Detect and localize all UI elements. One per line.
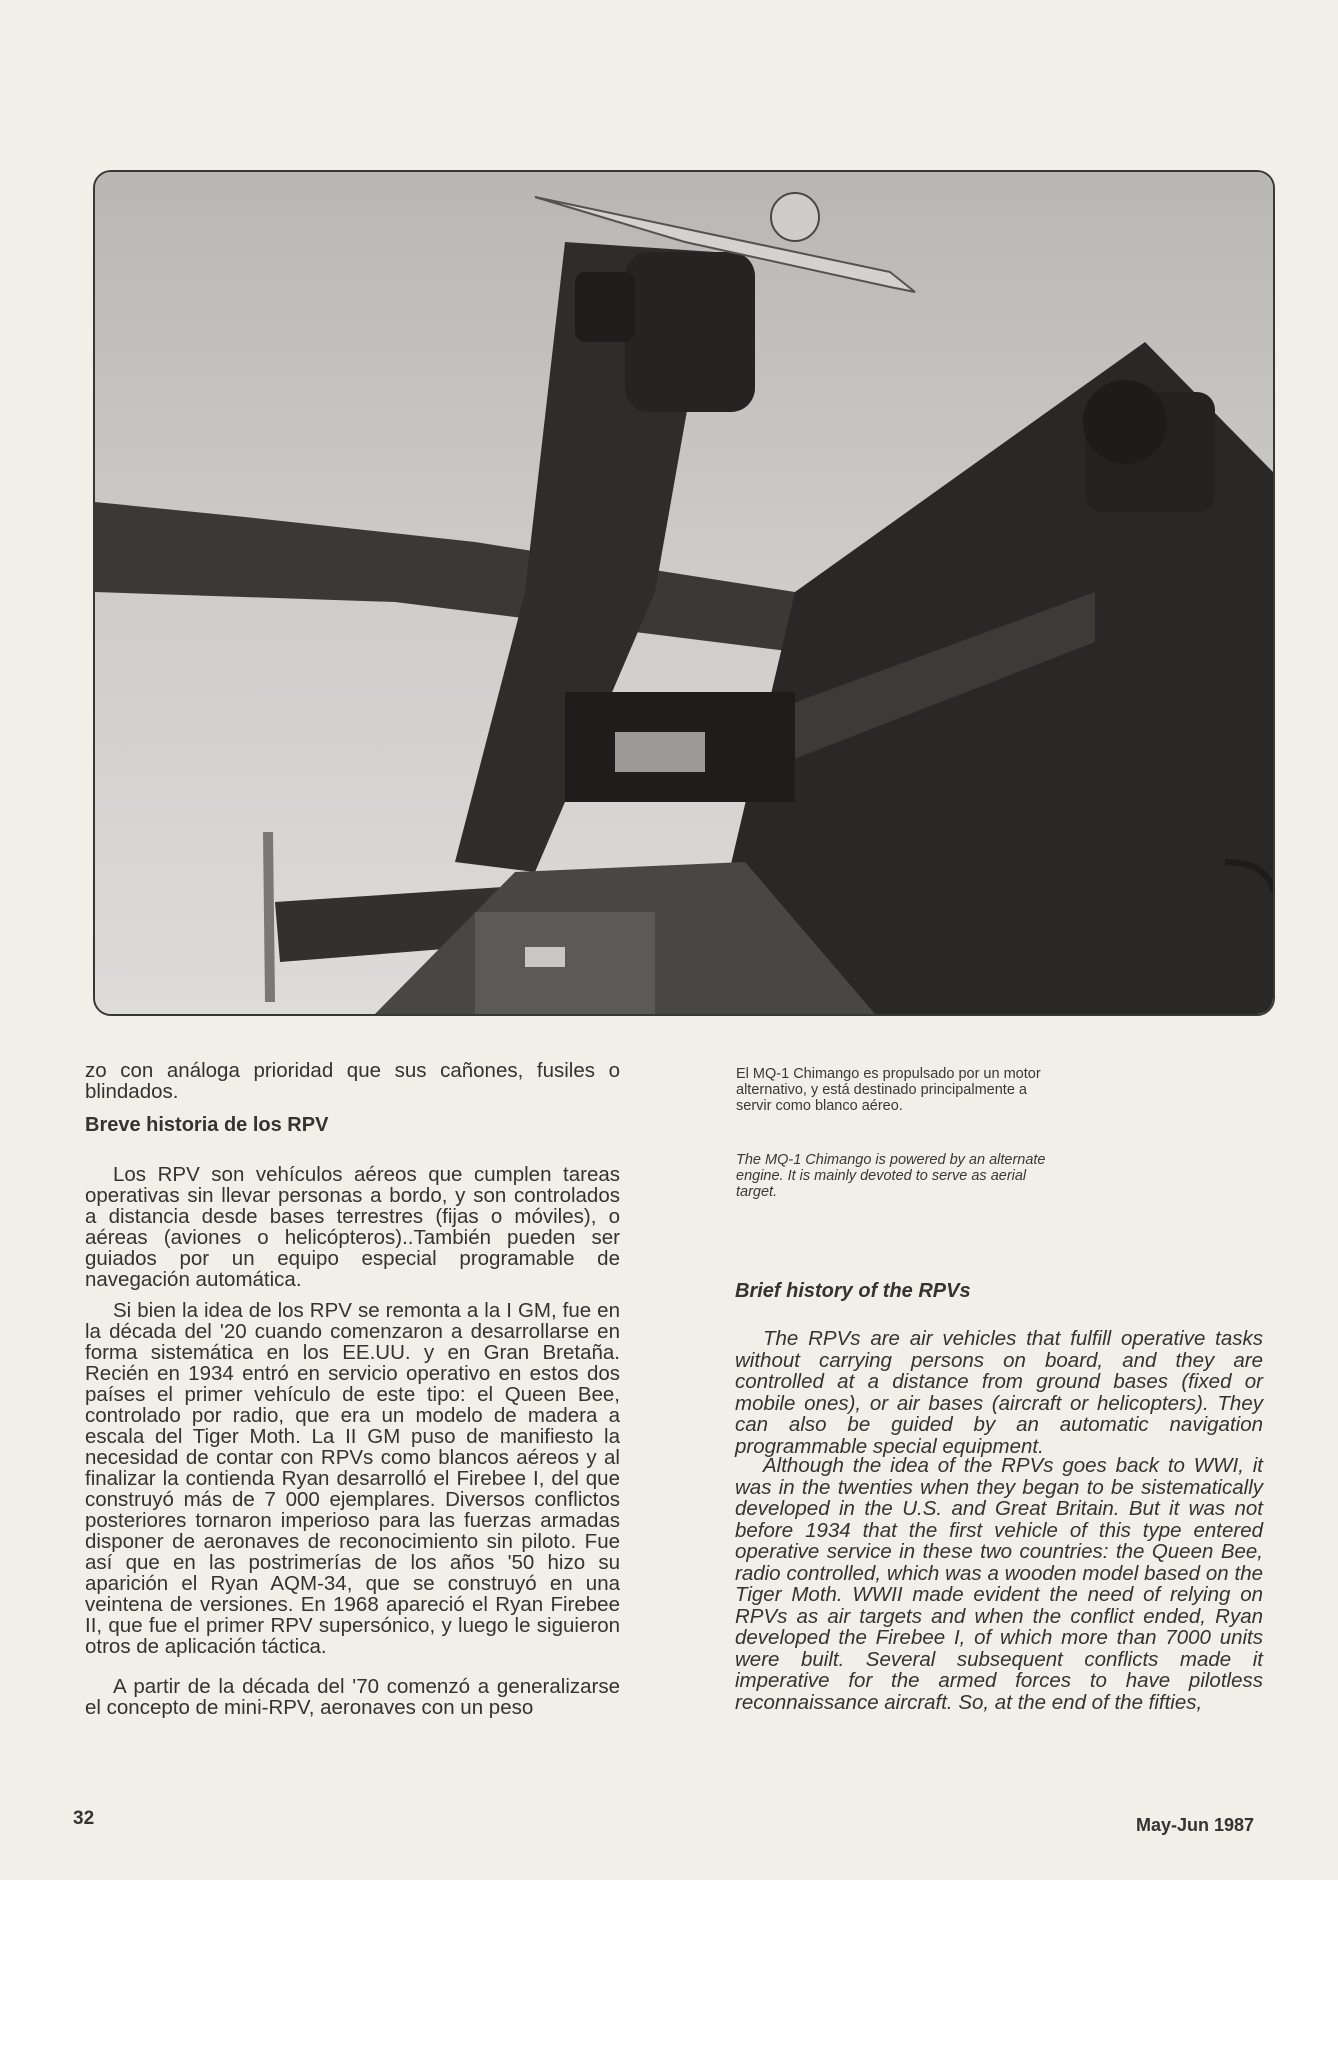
page-number: 32 — [73, 1808, 95, 1829]
aircraft-photo — [93, 170, 1275, 1016]
intro-paragraph-es: zo con análoga prioridad que sus cañones, fusiles o blindados. — [85, 1059, 620, 1103]
paragraph-es-2: Si bien la idea de los RPV se remonta a la I GM, fue en la década del '20 cuando comenzaron a desarrollarse en forma sistemática en los EE.UU. y en Gran Bretaña. Recién en 1934 entró en servicio operativo en estos dos países el primer vehículo de este tipo: el Queen Bee, controlado por radio, que era un modelo de madera a escala del Tiger Moth. La II GM puso de manifiesto la necesidad de contar con RPVs como blancos aéreos y al finalizar la contienda Ryan desarrolló el Firebee I, del que construyó más de 7 000 ejemplares. Diversos conflictos posteriores tornaron imperioso para las fuerzas armadas disponer de aeronaves de reconocimiento sin piloto. Fue así que en las postrimerías de los años '50 hizo su aparición el Ryan AQM-34, que se construyó en una veintena de versiones. En 1968 apareció el Ryan Firebee II, que fue el primer RPV supersónico, y luego le siguieron otros de aplicación táctica. — [85, 1299, 620, 1658]
aircraft-illustration — [95, 172, 1273, 1014]
section-heading-en: Brief history of the RPVs — [735, 1280, 971, 1302]
paragraph-en-1: The RPVs are air vehicles that fulfill operative tasks without carrying persons on board, and they are controlled at a distance from ground bases (fixed or mobile ones), or air bases (aircraft or helicopters). They can also be guided by an automatic navigation programmable special equipment. — [735, 1327, 1263, 1458]
scan-margin — [0, 1880, 1338, 2048]
issue-date: May-Jun 1987 — [1136, 1815, 1255, 1835]
photo-caption-en: The MQ-1 Chimango is powered by an alternate engine. It is mainly devoted to serve as aerial target. — [736, 1152, 1046, 1200]
photo-caption-es: El MQ-1 Chimango es propulsado por un motor alternativo, y está destinado principalmente a servir como blanco aéreo. — [736, 1066, 1041, 1114]
paragraph-en-2: Although the idea of the RPVs goes back to WWI, it was in the twenties when they began to be sistematically developed in the U.S. and Great Britain. But it was not before 1934 that the first vehicle of this type entered operative service in these two countries: the Queen Bee, radio controlled, which was a wooden model based on the Tiger Moth. WWII made evident the need of relying on RPVs as air targets and when the conflict ended, Ryan developed the Firebee I, of which more than 7000 units were built. Several subsequent conflicts made it imperative for the armed forces to have pilotless reconnaissance aircraft. So, at the end of the fifties, — [735, 1454, 1263, 1714]
paragraph-es-3: A partir de la década del '70 comenzó a generalizarse el concepto de mini-RPV, aeronaves con un peso — [85, 1675, 620, 1719]
paragraph-es-1: Los RPV son vehículos aéreos que cumplen tareas operativas sin llevar personas a bordo, y son controlados a distancia desde bases terrestres (fijas o móviles), o aéreas (aviones o helicópteros)..También pueden ser guiados por un equipo especial programable de navegación automática. — [85, 1163, 620, 1291]
section-heading-es: Breve historia de los RPV — [85, 1114, 329, 1136]
